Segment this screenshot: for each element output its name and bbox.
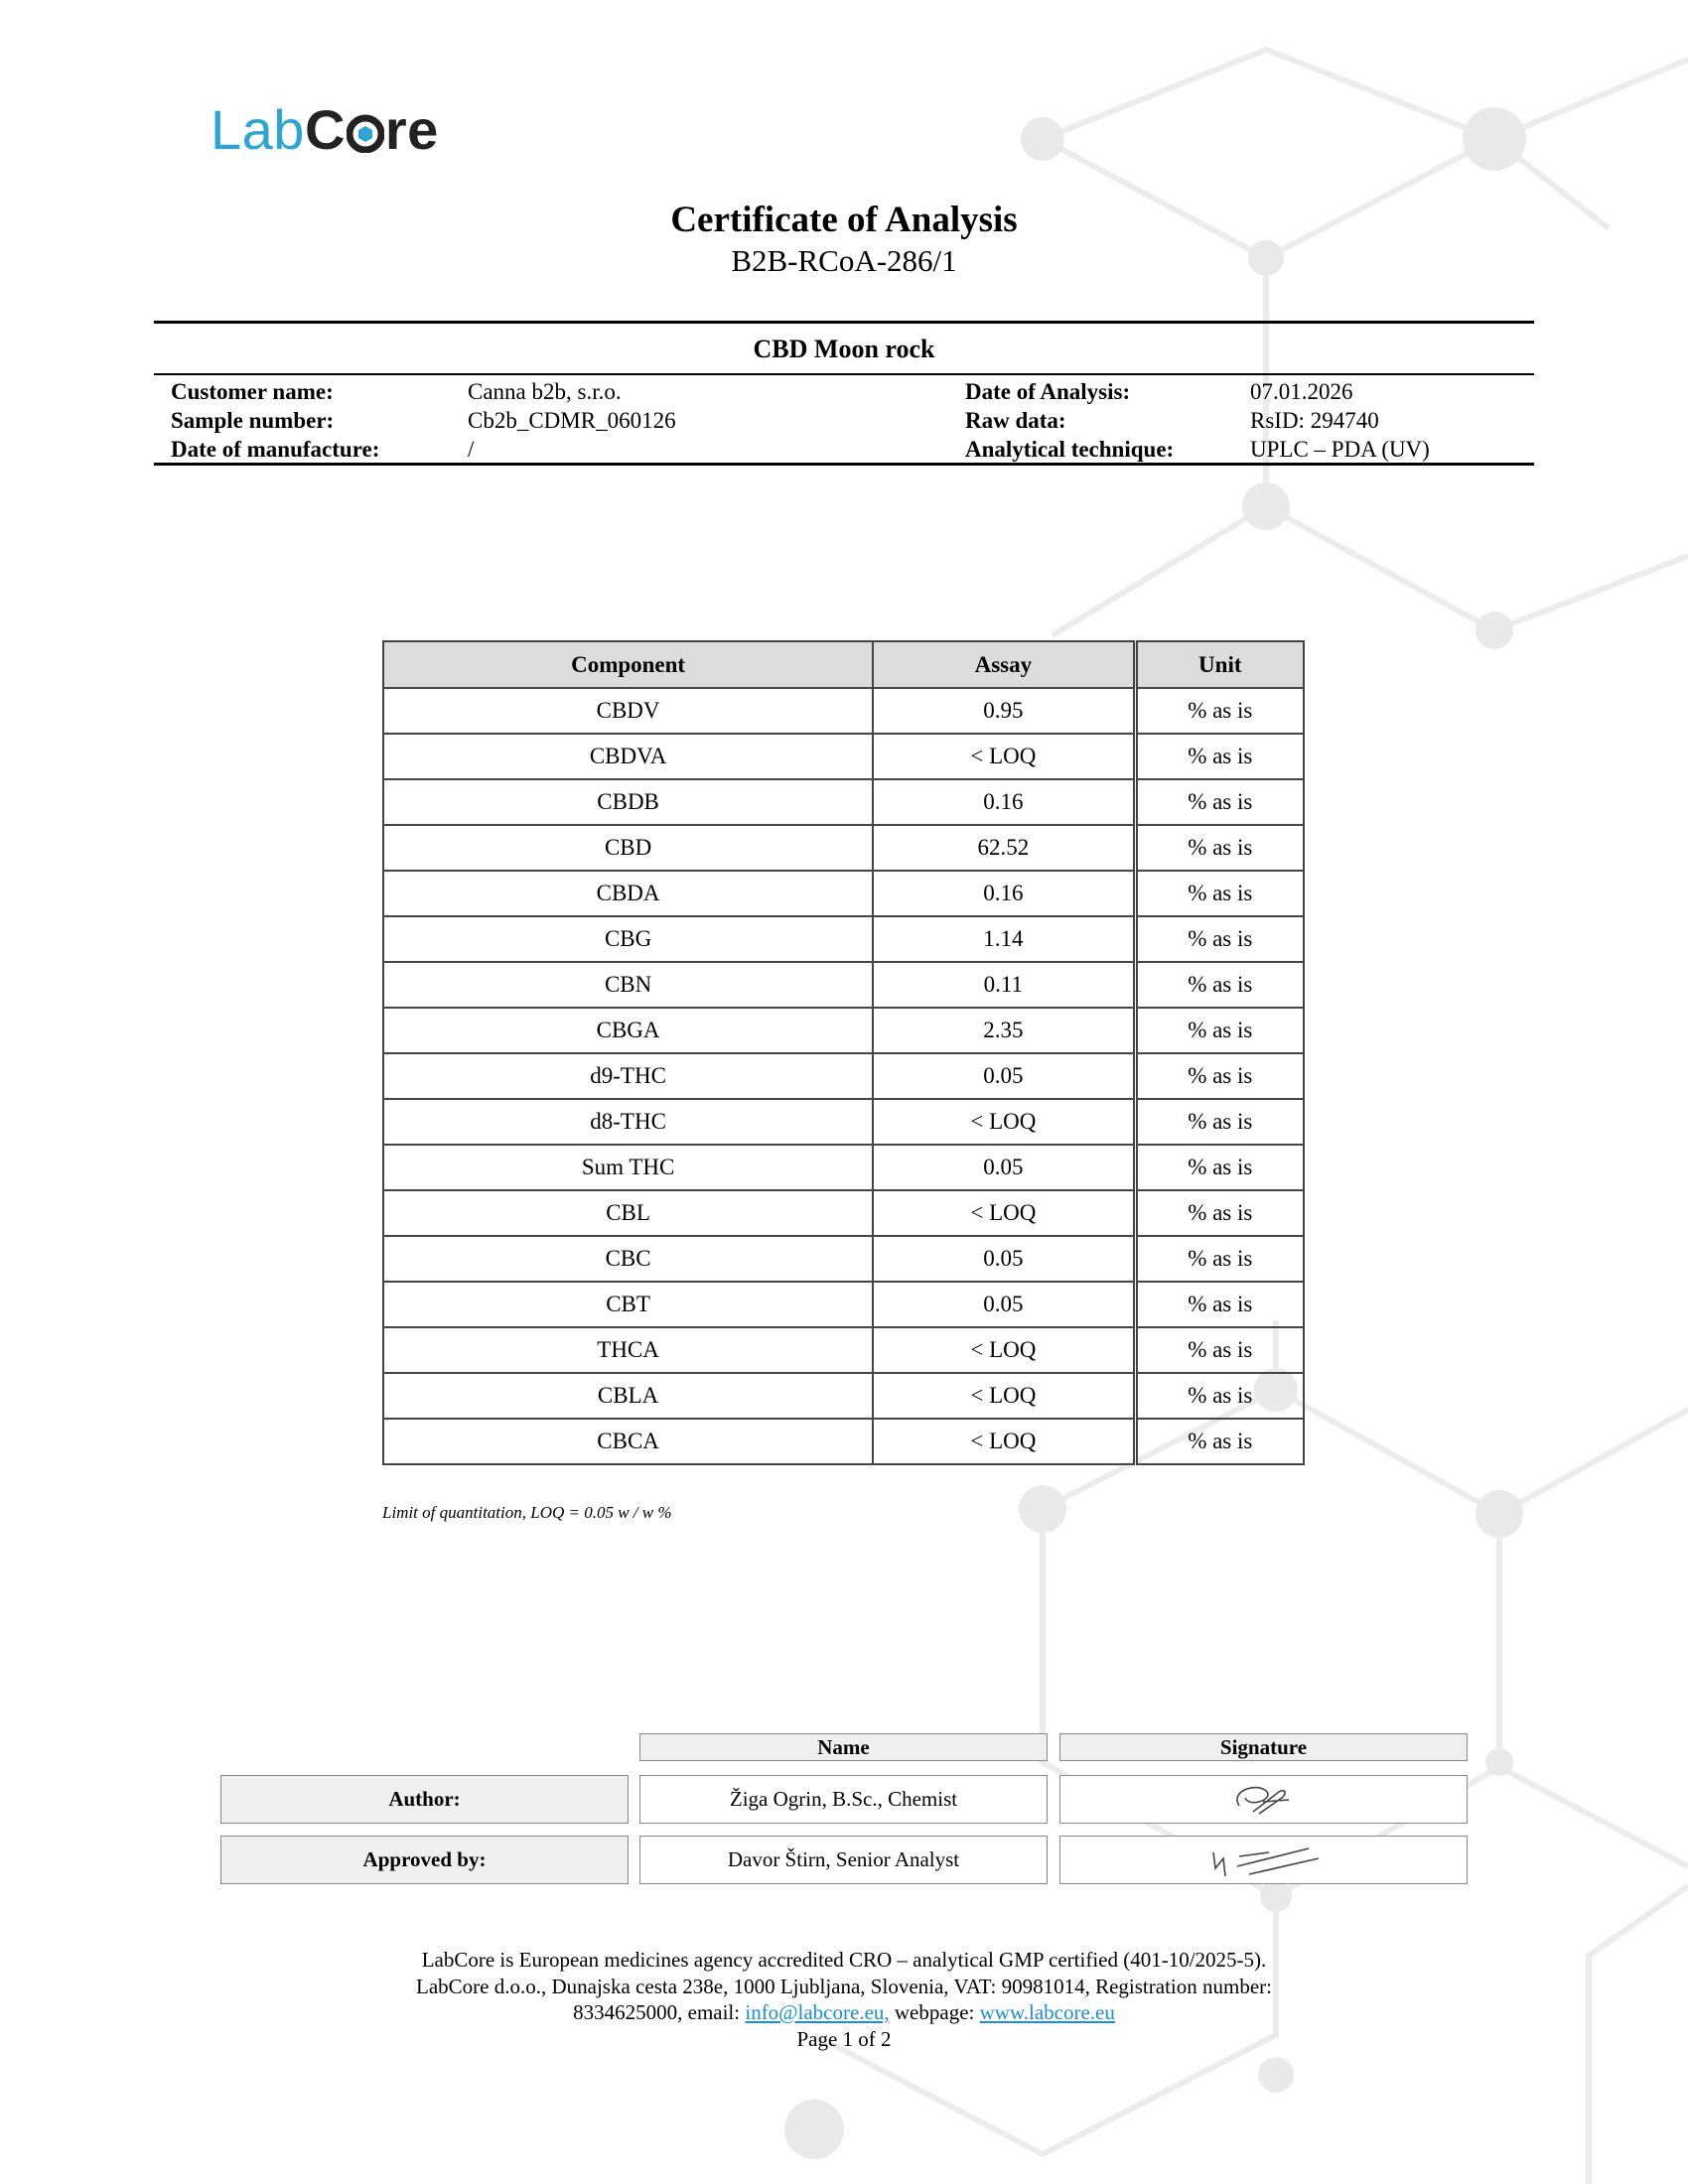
table-row (383, 1099, 1304, 1145)
assay-cell: 62.52 (873, 825, 1135, 871)
unit-cell: % as is (1135, 1373, 1304, 1419)
results-body (383, 688, 1304, 1464)
table-row (383, 1282, 1304, 1327)
assay-cell: < LOQ (873, 734, 1135, 779)
table-row (383, 1373, 1304, 1419)
table-row (383, 1419, 1304, 1464)
table-row (383, 1236, 1304, 1282)
table-row (383, 734, 1304, 779)
technique-label: Analytical technique: (965, 437, 1175, 462)
assay-cell: < LOQ (873, 1373, 1135, 1419)
hexagon-logo-icon (347, 113, 384, 153)
component-cell: CBL (383, 1190, 873, 1236)
header-assay: Assay (873, 641, 1135, 688)
table-row (383, 779, 1304, 825)
unit-cell: % as is (1135, 688, 1304, 734)
table-row (383, 825, 1304, 871)
component-cell: CBG (383, 916, 873, 962)
footer-accreditation: LabCore is European medicines agency accredited CRO – analytical GMP certified (401-10/2025-5). (421, 1948, 1267, 1972)
table-row (383, 1053, 1304, 1099)
product-name: CBD Moon rock (753, 335, 935, 363)
assay-cell: < LOQ (873, 1190, 1135, 1236)
table-row (383, 962, 1304, 1008)
component-cell: d9-THC (383, 1053, 873, 1099)
unit-cell: % as is (1135, 825, 1304, 871)
sample-value: Cb2b_CDMR_060126 (468, 408, 676, 433)
assay-cell: 0.05 (873, 1236, 1135, 1282)
raw-data-label: Raw data: (965, 408, 1066, 433)
unit-cell: % as is (1135, 1053, 1304, 1099)
component-cell: CBDA (383, 871, 873, 916)
product-rule (154, 373, 1534, 375)
assay-cell: 0.05 (873, 1282, 1135, 1327)
customer-value: Canna b2b, s.r.o. (468, 379, 622, 404)
results-table (382, 640, 1305, 1465)
approved-signature-scribble (1199, 1839, 1329, 1882)
unit-cell: % as is (1135, 1236, 1304, 1282)
signature-column-header: Signature (1059, 1733, 1468, 1761)
component-cell: CBCA (383, 1419, 873, 1464)
component-cell: CBGA (383, 1008, 873, 1053)
unit-cell: % as is (1135, 779, 1304, 825)
assay-cell: < LOQ (873, 1419, 1135, 1464)
approved-name: Davor Štirn, Senior Analyst (639, 1836, 1048, 1884)
sample-label: Sample number: (171, 408, 335, 433)
component-cell: CBDVA (383, 734, 873, 779)
component-cell: CBDB (383, 779, 873, 825)
footer-registration: 8334625000, email: (573, 2000, 746, 2024)
assay-cell: 0.95 (873, 688, 1135, 734)
unit-cell: % as is (1135, 962, 1304, 1008)
footer (0, 1947, 1688, 2052)
email-link[interactable]: info@labcore.eu, (745, 2000, 890, 2024)
results-header-row (383, 641, 1304, 688)
bottom-rule (154, 463, 1534, 466)
table-row (383, 1008, 1304, 1053)
author-name: Žiga Ogrin, B.Sc., Chemist (639, 1775, 1048, 1824)
assay-cell: 0.05 (873, 1053, 1135, 1099)
component-cell: THCA (383, 1327, 873, 1373)
logo-text-core-c: C (304, 98, 346, 161)
technique-value: UPLC – PDA (UV) (1250, 437, 1430, 462)
logo-text-core-re: re (384, 98, 439, 161)
document-title: Certificate of Analysis (670, 200, 1018, 240)
unit-cell: % as is (1135, 1190, 1304, 1236)
unit-cell: % as is (1135, 1145, 1304, 1190)
name-column-header: Name (639, 1733, 1048, 1761)
component-cell: CBC (383, 1236, 873, 1282)
component-cell: CBDV (383, 688, 873, 734)
unit-cell: % as is (1135, 916, 1304, 962)
assay-cell: 0.16 (873, 779, 1135, 825)
logo-text-lab: Lab (211, 98, 305, 161)
customer-label: Customer name: (171, 379, 334, 404)
header-component: Component (383, 641, 873, 688)
component-cell: CBD (383, 825, 873, 871)
table-row (383, 871, 1304, 916)
table-row (383, 916, 1304, 962)
assay-cell: < LOQ (873, 1099, 1135, 1145)
unit-cell: % as is (1135, 1099, 1304, 1145)
manufacture-label: Date of manufacture: (171, 437, 380, 462)
footer-contact (0, 1999, 1688, 2026)
webpage-link[interactable]: www.labcore.eu (979, 2000, 1115, 2024)
assay-cell: 0.05 (873, 1145, 1135, 1190)
author-label: Author: (220, 1775, 629, 1824)
table-row (383, 688, 1304, 734)
component-cell: CBLA (383, 1373, 873, 1419)
raw-data-value: RsID: 294740 (1250, 408, 1379, 433)
approved-label: Approved by: (220, 1836, 629, 1884)
unit-cell: % as is (1135, 871, 1304, 916)
page-number: Page 1 of 2 (796, 2026, 892, 2051)
manufacture-value: / (468, 437, 475, 462)
author-signature (1059, 1775, 1468, 1824)
component-cell: d8-THC (383, 1099, 873, 1145)
assay-cell: < LOQ (873, 1327, 1135, 1373)
author-signature-scribble (1219, 1778, 1309, 1822)
component-cell: CBN (383, 962, 873, 1008)
component-cell: CBT (383, 1282, 873, 1327)
table-row (383, 1327, 1304, 1373)
unit-cell: % as is (1135, 1327, 1304, 1373)
unit-cell: % as is (1135, 1008, 1304, 1053)
footer-company-address: LabCore d.o.o., Dunajska cesta 238e, 1000 Ljubljana, Slovenia, VAT: 90981014, Registration number: (416, 1974, 1272, 1998)
labcore-logo (211, 95, 439, 165)
assay-cell: 1.14 (873, 916, 1135, 962)
table-row (383, 1190, 1304, 1236)
assay-cell: 0.11 (873, 962, 1135, 1008)
analysis-date-value: 07.01.2026 (1250, 379, 1353, 404)
table-row (383, 1145, 1304, 1190)
footer-webpage-prefix: webpage: (889, 2000, 980, 2024)
loq-note: Limit of quantitation, LOQ = 0.05 w / w % (382, 1503, 672, 1522)
header-unit: Unit (1135, 641, 1304, 688)
component-cell: Sum THC (383, 1145, 873, 1190)
analysis-date-label: Date of Analysis: (965, 379, 1131, 404)
document-code: B2B-RCoA-286/1 (731, 243, 957, 278)
approved-signature (1059, 1836, 1468, 1884)
unit-cell: % as is (1135, 1419, 1304, 1464)
assay-cell: 0.16 (873, 871, 1135, 916)
top-rule (154, 321, 1534, 324)
unit-cell: % as is (1135, 734, 1304, 779)
unit-cell: % as is (1135, 1282, 1304, 1327)
assay-cell: 2.35 (873, 1008, 1135, 1053)
